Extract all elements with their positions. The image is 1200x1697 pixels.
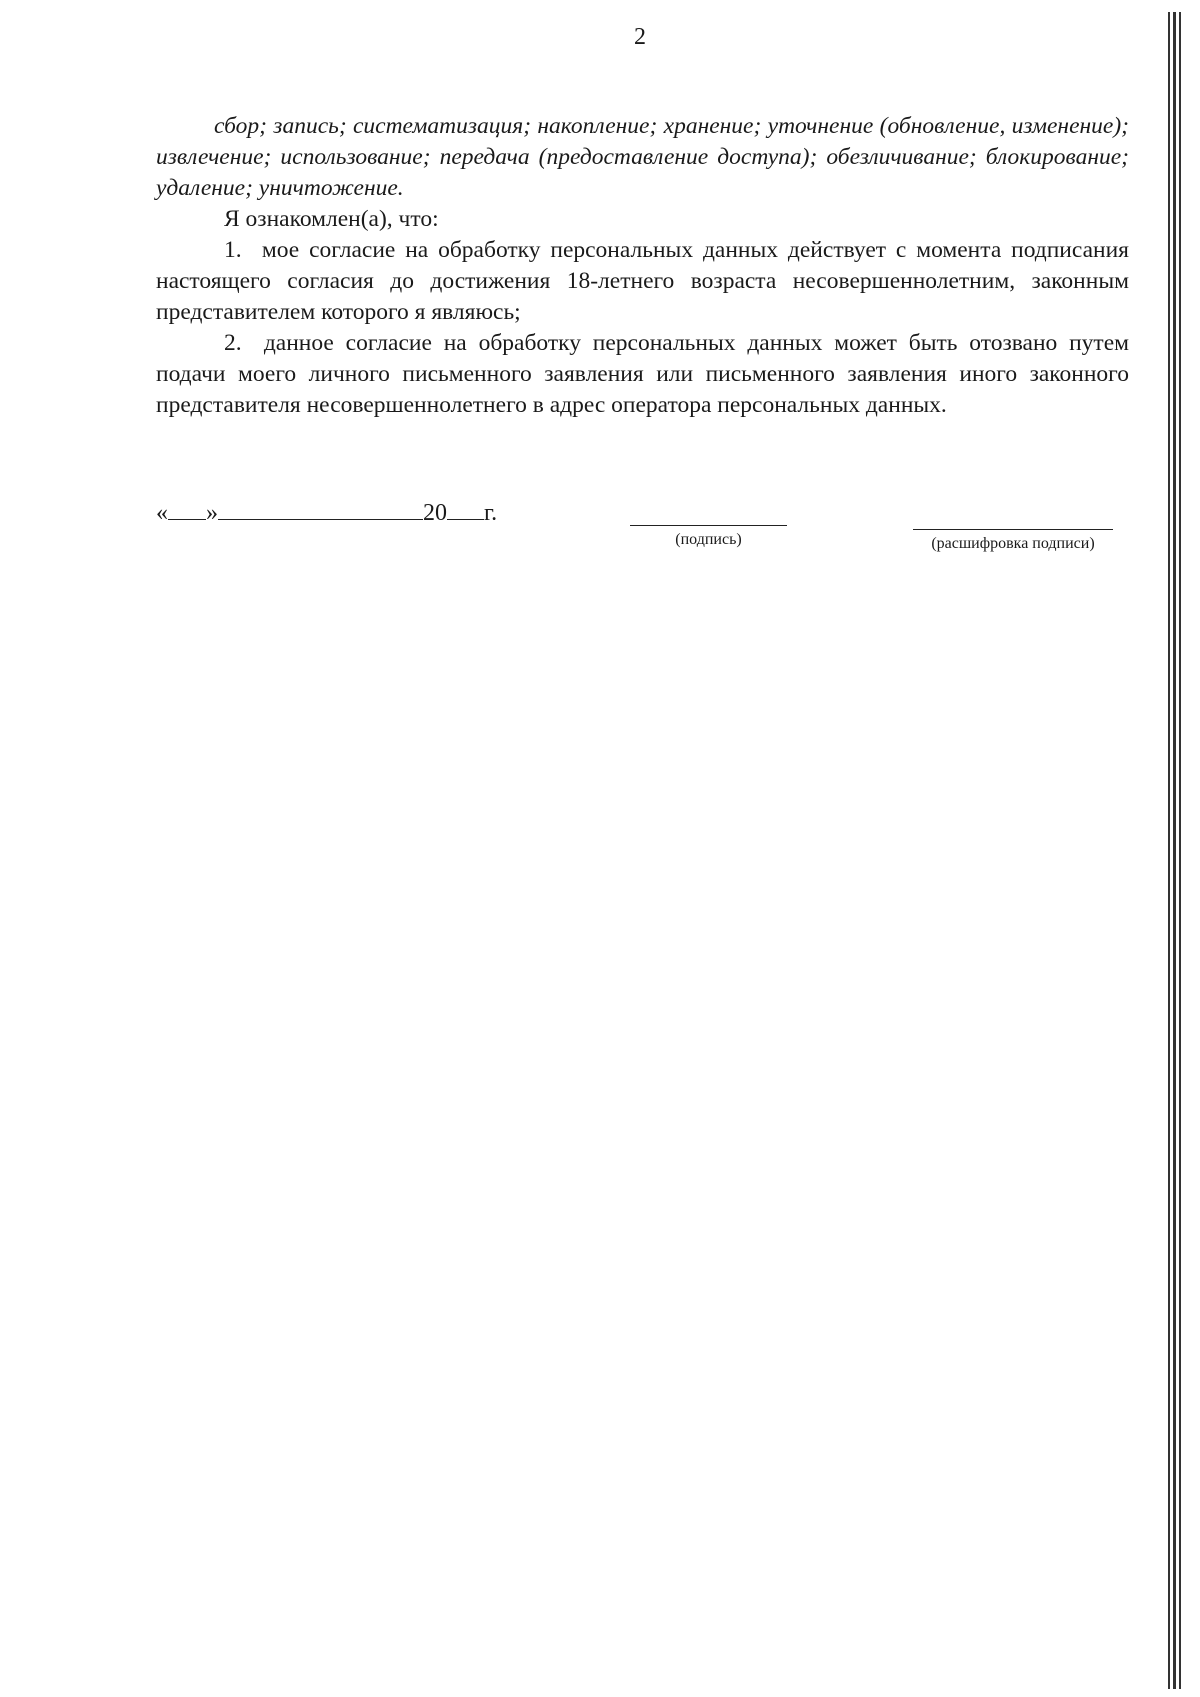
month-blank bbox=[218, 497, 423, 520]
document-body bbox=[156, 111, 1129, 421]
day-blank bbox=[168, 497, 206, 520]
scan-edge-rule bbox=[1179, 12, 1181, 1689]
year-prefix: 20 bbox=[423, 500, 447, 526]
year-blank bbox=[447, 497, 484, 520]
scan-edge-rule bbox=[1168, 12, 1170, 1689]
acknowledgement-line: Я ознакомлен(а), что: bbox=[224, 206, 439, 232]
processing-actions-paragraph: сбор; запись; систематизация; накопление; хранение; уточнение (обновление, изменение); извлечение; использование; передача (предоставление доступа); обезличивание; блокирование; удаление; уничтожение. bbox=[156, 113, 1129, 201]
list-item-text: мое согласие на обработку персональных данных действует с момента подписания настоящего согласия до достижения 18-летнего возраста несовершеннолетним, законным представителем которого я являюсь; bbox=[156, 237, 1129, 325]
list-item bbox=[156, 328, 1129, 421]
date-field bbox=[156, 497, 497, 528]
list-item-number: 1. bbox=[224, 237, 242, 263]
list-item-number: 2. bbox=[224, 330, 242, 356]
signature-decoding-caption: (расшифровка подписи) bbox=[931, 535, 1095, 552]
signature-decoding-line bbox=[913, 529, 1113, 530]
scan-edge-rule bbox=[1173, 12, 1176, 1689]
close-quote: » bbox=[206, 500, 218, 526]
signature-caption: (подпись) bbox=[675, 531, 742, 548]
open-quote: « bbox=[156, 500, 168, 526]
page-number: 2 bbox=[634, 24, 646, 50]
list-item-text: данное согласие на обработку персональных данных может быть отозвано путем подачи моего личного письменного заявления или письменного заявления иного законного представителя несовершеннолетнего в адрес оператора персональных данных. bbox=[156, 330, 1130, 418]
year-suffix: г. bbox=[484, 500, 498, 526]
list-item bbox=[156, 235, 1129, 328]
signature-line bbox=[630, 525, 787, 526]
